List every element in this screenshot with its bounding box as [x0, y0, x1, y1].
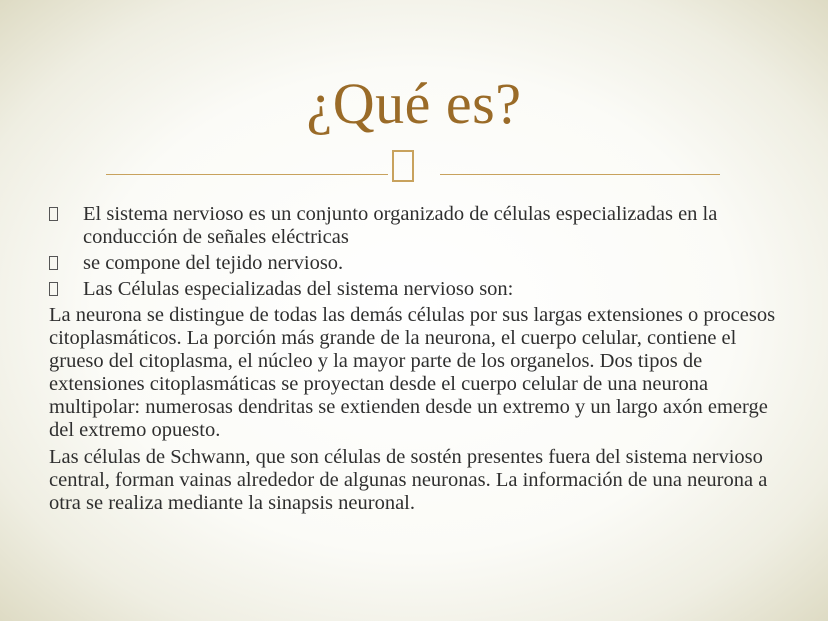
bullet-item: [49, 252, 779, 275]
bullet-text: Las Células especializadas del sistema nervioso son:: [83, 278, 514, 300]
square-bullet-icon: [49, 207, 58, 221]
paragraph-schwann: Las células de Schwann, que son células de sostén presentes fuera del sistema nervioso central, forman vainas alrededor de algunas neuronas. La información de una neurona a otra se realiza mediante la sinapsis neuronal.: [49, 446, 768, 514]
title-divider-right: [440, 174, 720, 175]
square-bullet-icon: [49, 256, 58, 270]
bullet-item: [49, 278, 779, 301]
bullet-item: [49, 203, 779, 249]
paragraph-neurona: La neurona se distingue de todas las demás células por sus largas extensiones o procesos citoplasmáticos. La porción más grande de la neurona, el cuerpo celular, contiene el grueso del citoplasma, el núcleo y la mayor parte de los organelos. Dos tipos de extensiones citoplasmáticas se proyectan desde el cuerpo celular de una neurona multipolar: numerosas dendritas se extienden desde un extremo y un largo axón emerge del extremo opuesto.: [49, 304, 776, 441]
bullet-text: El sistema nervioso es un conjunto organizado de células especializadas en la conducción de señales eléctricas: [83, 203, 718, 248]
square-ornament-icon: [392, 150, 414, 182]
slide-content: [49, 203, 779, 519]
slide-title: ¿Qué es?: [306, 71, 522, 136]
square-bullet-icon: [49, 282, 58, 296]
bullet-text: se compone del tejido nervioso.: [83, 252, 344, 274]
title-divider-left: [106, 174, 388, 175]
